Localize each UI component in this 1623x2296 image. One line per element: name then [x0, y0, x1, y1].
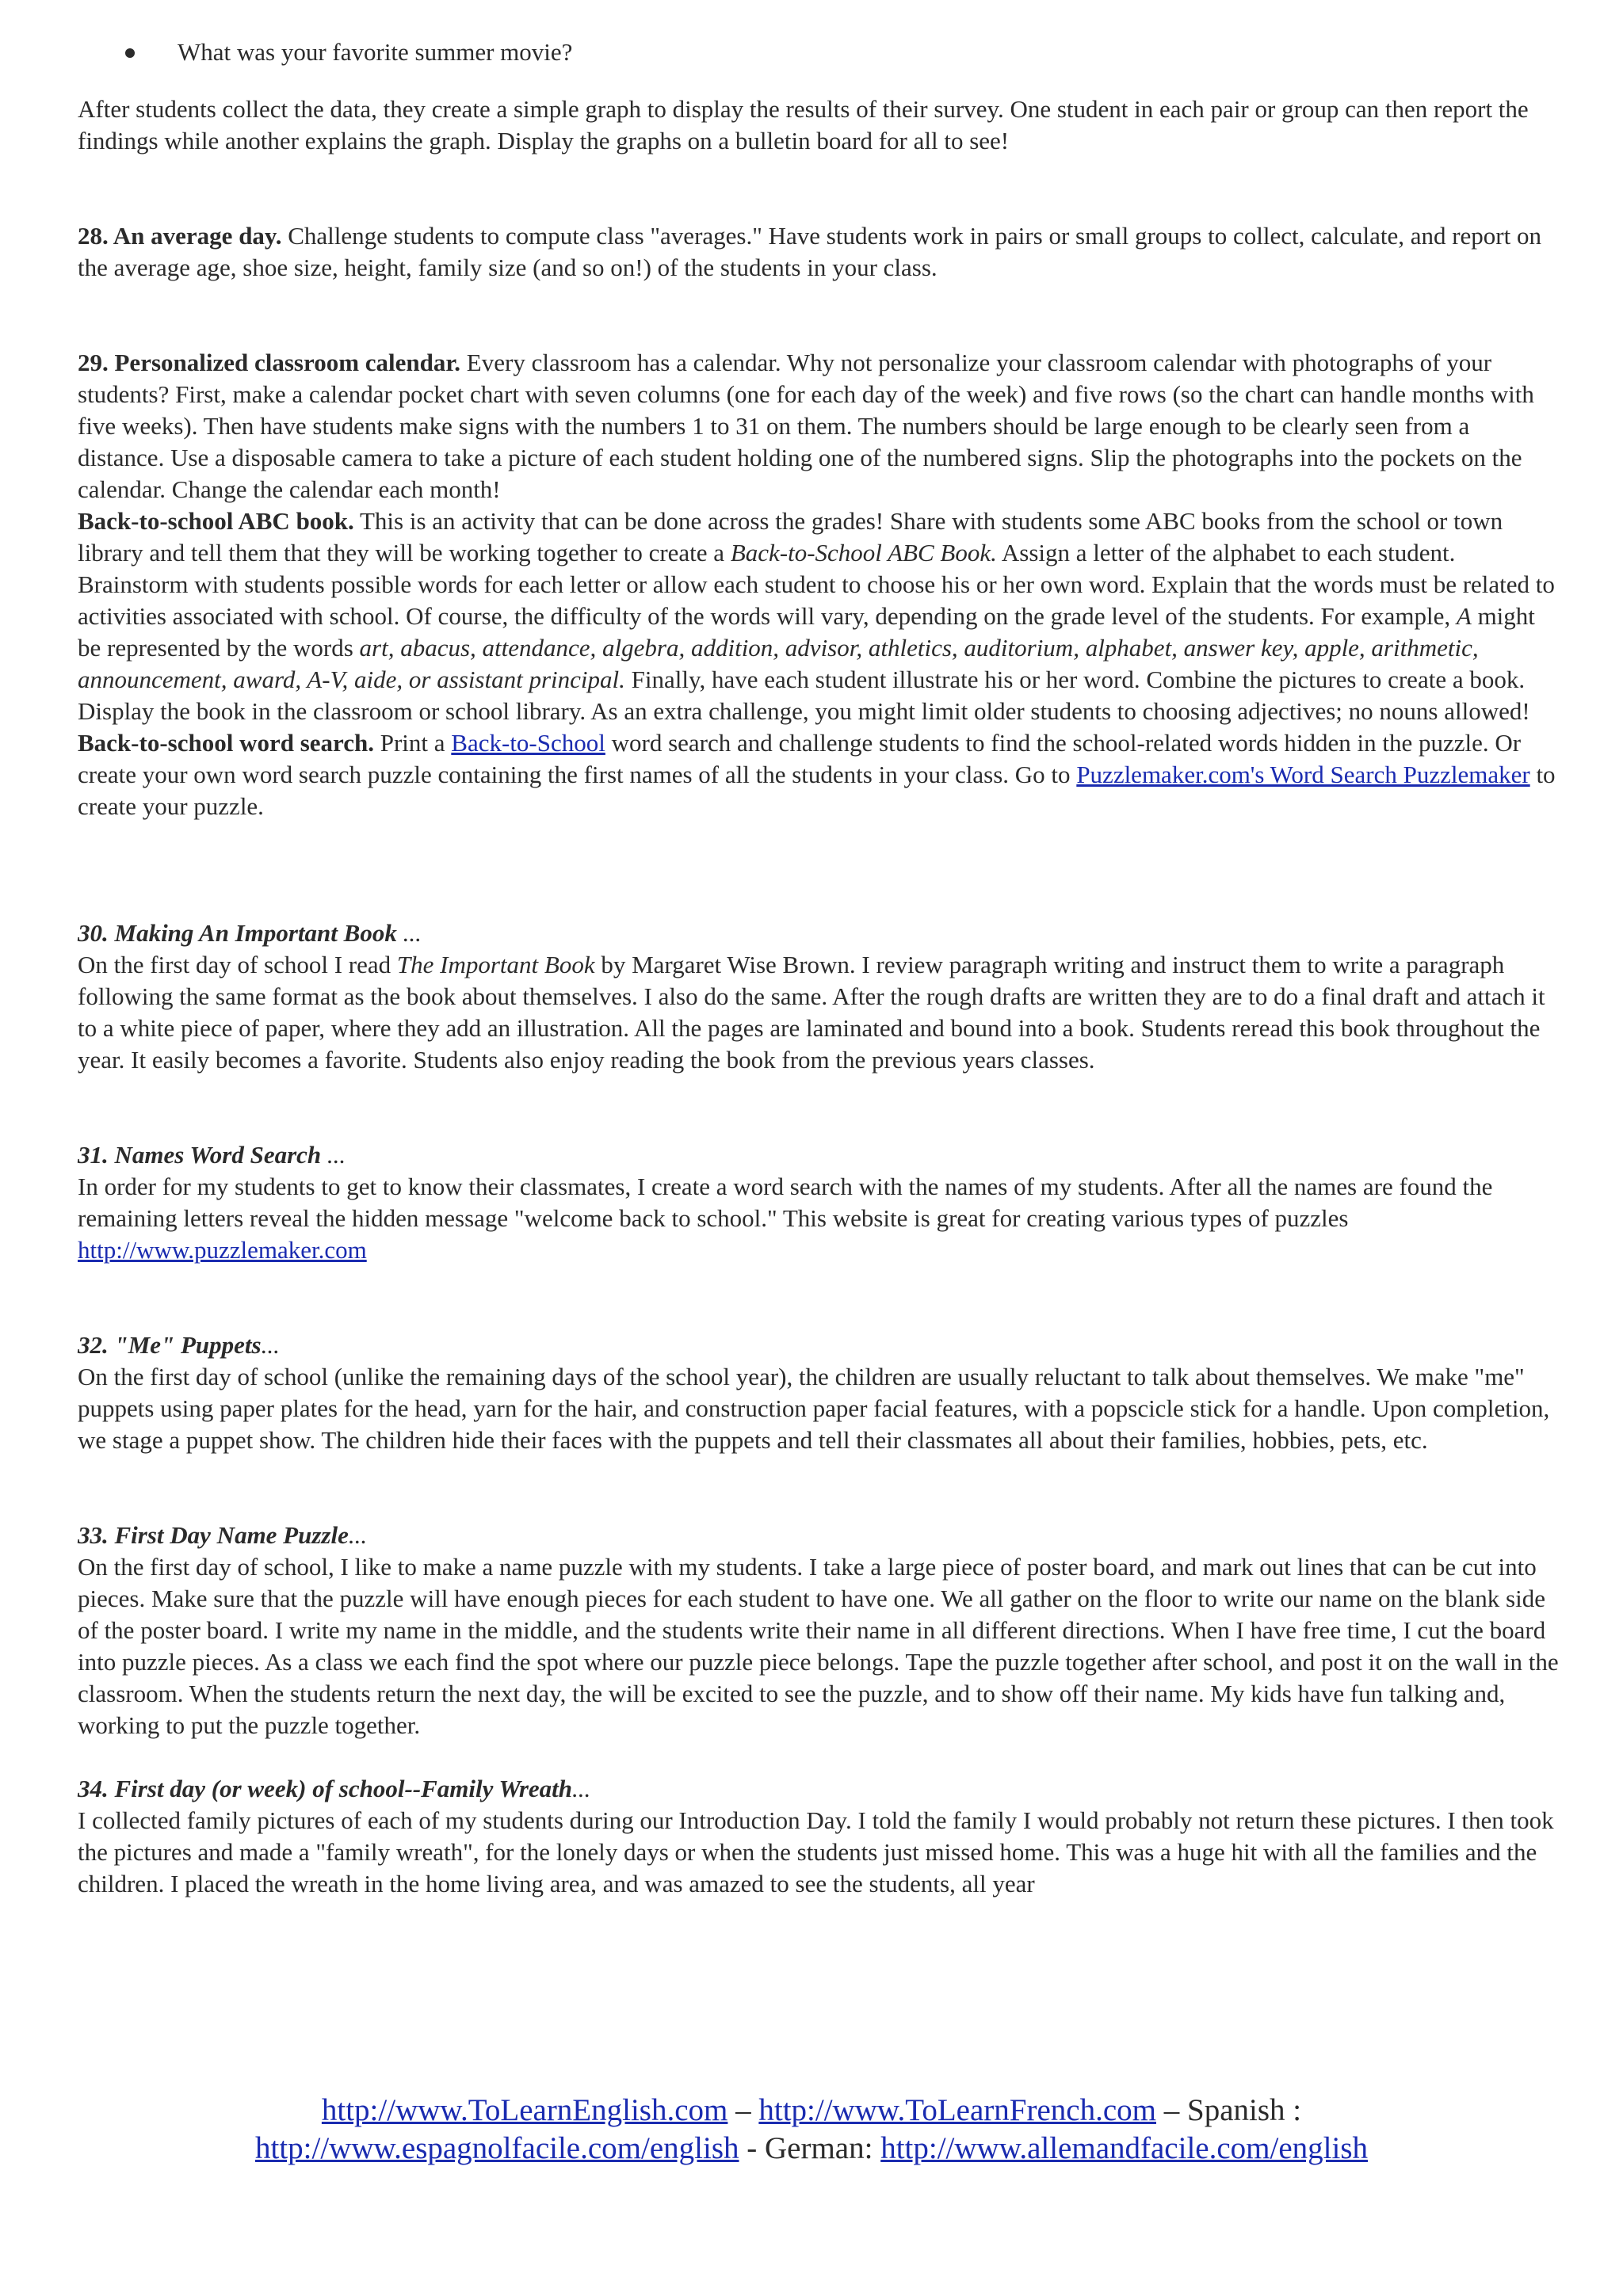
abc-italic-1: Back-to-School ABC Book. [730, 539, 997, 566]
tolearnfrench-link[interactable]: http://www.ToLearnFrench.com [758, 2093, 1156, 2127]
abc-text-3: might be represented by the words [78, 602, 1535, 662]
footer-dash: – [727, 2093, 759, 2127]
section-30-ellipsis: ... [396, 919, 422, 947]
puzzlemaker-link[interactable]: Puzzlemaker.com's Word Search Puzzlemaker [1076, 761, 1530, 788]
section-31-body [78, 1171, 1560, 1266]
section-33-title: 33. First Day Name Puzzle [78, 1521, 349, 1549]
s31-text-1: In order for my students to get to know their classmates, I create a word search with the names of my students. After all the names are found the remaining letters reveal the hidden message "welcome back to school." This website is great for creating various types of puzzles [78, 1173, 1493, 1232]
s30-italic-1: The Important Book [396, 951, 595, 978]
section-31-heading [78, 1139, 1560, 1171]
section-28-title: 28. An average day. [78, 222, 282, 250]
section-34-title: 34. First day (or week) of school--Family Wreath [78, 1775, 572, 1802]
word-search-paragraph [78, 727, 1560, 822]
tolearnenglish-link[interactable]: http://www.ToLearnEnglish.com [321, 2093, 728, 2127]
survey-paragraph: After students collect the data, they create a simple graph to display the results of their survey. One student in each pair or group can then report the findings while another explains the graph. Display the graphs on a bulletin board for all to see! [78, 95, 1529, 154]
allemandfacile-link[interactable]: http://www.allemandfacile.com/english [880, 2131, 1368, 2165]
s30-text-1: On the first day of school I read [78, 951, 397, 978]
abc-italic-3: art, abacus, attendance, algebra, addition, advisor, athletics, auditorium, alphabet, answer key, apple, arithmetic, announcement, award, A-V, aide, or assistant principal. [78, 634, 1479, 693]
section-29-title: 29. Personalized classroom calendar. [78, 349, 461, 376]
section-28-body: Challenge students to compute class "averages." Have students work in pairs or small groups to collect, calculate, and report on the average age, shoe size, height, family size (and so on!) of the students in your class. [78, 222, 1541, 281]
abc-text-1: This is an activity that can be done across the grades! Share with students some ABC books from the school or town library and tell them that they will be working together to create a [78, 507, 1503, 566]
section-31-ellipsis: ... [321, 1141, 346, 1169]
section-32-ellipsis: ... [261, 1331, 280, 1359]
puzzlemaker-url-link[interactable]: http://www.puzzlemaker.com [78, 1236, 367, 1264]
footer-german-label: - German: [739, 2131, 881, 2165]
abc-book-paragraph [78, 505, 1560, 727]
bullet-item [78, 36, 1560, 68]
document-body [78, 36, 1560, 1900]
footer-links [0, 2092, 1623, 2168]
footer-line-1 [0, 2092, 1623, 2130]
section-28 [78, 220, 1560, 284]
abc-text-2: Assign a letter of the alphabet to each student. Brainstorm with students possible words for each letter or allow each student to choose his or her own word. Explain that the words must be related to activities associated with school. Of course, the difficulty of the words will vary, depending on the grade level of the students. For example, [78, 539, 1555, 630]
bullet-text: What was your favorite summer movie? [178, 38, 573, 66]
ws-text-2: word search and challenge students to find the school-related words hidden in the puzzle. Or create your own word search puzzle containing the first names of all the students in your class. Go to [78, 729, 1522, 788]
section-30-body [78, 949, 1560, 1076]
section-30-title: 30. Making An Important Book [78, 919, 397, 947]
back-to-school-link[interactable]: Back-to-School [451, 729, 605, 757]
section-29 [78, 347, 1560, 505]
section-29-body: Every classroom has a calendar. Why not personalize your classroom calendar with photographs of your students? First, make a calendar pocket chart with seven columns (one for each day of the week) and five rows (so the chart can handle months with five weeks). Then have students make signs with the numbers 1 to 31 on them. The numbers should be large enough to be clearly seen from a distance. Use a disposable camera to take a picture of each student holding one of the numbered signs. Slip the photographs into the pockets on the calendar. Change the calendar each month! [78, 349, 1534, 503]
section-32-title: 32. "Me" Puppets [78, 1331, 262, 1359]
footer-line-2 [0, 2130, 1623, 2168]
footer-spanish-label: – Spanish : [1156, 2093, 1302, 2127]
section-33-ellipsis: ... [348, 1521, 368, 1549]
s30-text-2: by Margaret Wise Brown. I review paragraph writing and instruct them to write a paragraph following the same format as the book about themselves. I also do the same. After the rough drafts are written they are to do a final draft and attach it to a white piece of paper, where they add an illustration. All the pages are laminated and bound into a book. Students reread this book throughout the year. It easily becomes a favorite. Students also enjoy reading the book from the previous years classes. [78, 951, 1545, 1074]
abc-book-title: Back-to-school ABC book. [78, 507, 354, 535]
section-33-body: On the first day of school, I like to make a name puzzle with my students. I take a large piece of poster board, and mark out lines that can be cut into pieces. Make sure that the puzzle will have enough pieces for each student to have one. We all gather on the floor to write our name on the blank side of the poster board. I write my name in the middle, and the students write their name in all different directions. When I have free time, I cut the board into puzzle pieces. As a class we each find the spot where our puzzle piece belongs. Tape the puzzle together after school, and post it on the wall in the classroom. When the students return the next day, the will be excited to see the puzzle, and to show off their name. My kids have fun talking and, working to put the puzzle together. [78, 1553, 1559, 1739]
word-search-title: Back-to-school word search. [78, 729, 374, 757]
ws-text-3: to create your puzzle. [78, 761, 1556, 820]
section-34-ellipsis: ... [572, 1775, 591, 1802]
ws-text-1: Print a [373, 729, 452, 757]
section-34-heading [78, 1773, 1560, 1805]
section-32-body: On the first day of school (unlike the remaining days of the school year), the children are usually reluctant to talk about themselves. We make "me" puppets using paper plates for the head, yarn for the hair, and construction paper facial features, with a popscicle stick for a handle. Upon completion, we stage a puppet show. The children hide their faces with the puppets and tell their classmates all about their families, hobbies, pets, etc. [78, 1363, 1550, 1454]
abc-text-4: Finally, have each student illustrate his or her word. Combine the pictures to create a book. Display the book in the classroom or school library. As an extra challenge, you might limit older students to choosing adjectives; no nouns allowed! [78, 666, 1530, 725]
section-32-heading [78, 1329, 1560, 1361]
abc-italic-2: A [1456, 602, 1472, 630]
espagnolfacile-link[interactable]: http://www.espagnolfacile.com/english [255, 2131, 739, 2165]
section-34-body: I collected family pictures of each of my students during our Introduction Day. I told the family I would probably not return these pictures. I then took the pictures and made a "family wreath", for the lonely days or when the students just missed home. This was a huge hit with all the families and the children. I placed the wreath in the home living area, and was amazed to see the students, all year [78, 1806, 1554, 1897]
bullet-dot-icon [125, 48, 135, 58]
section-30-heading [78, 917, 1560, 949]
section-33-heading [78, 1520, 1560, 1551]
section-31-title: 31. Names Word Search [78, 1141, 322, 1169]
